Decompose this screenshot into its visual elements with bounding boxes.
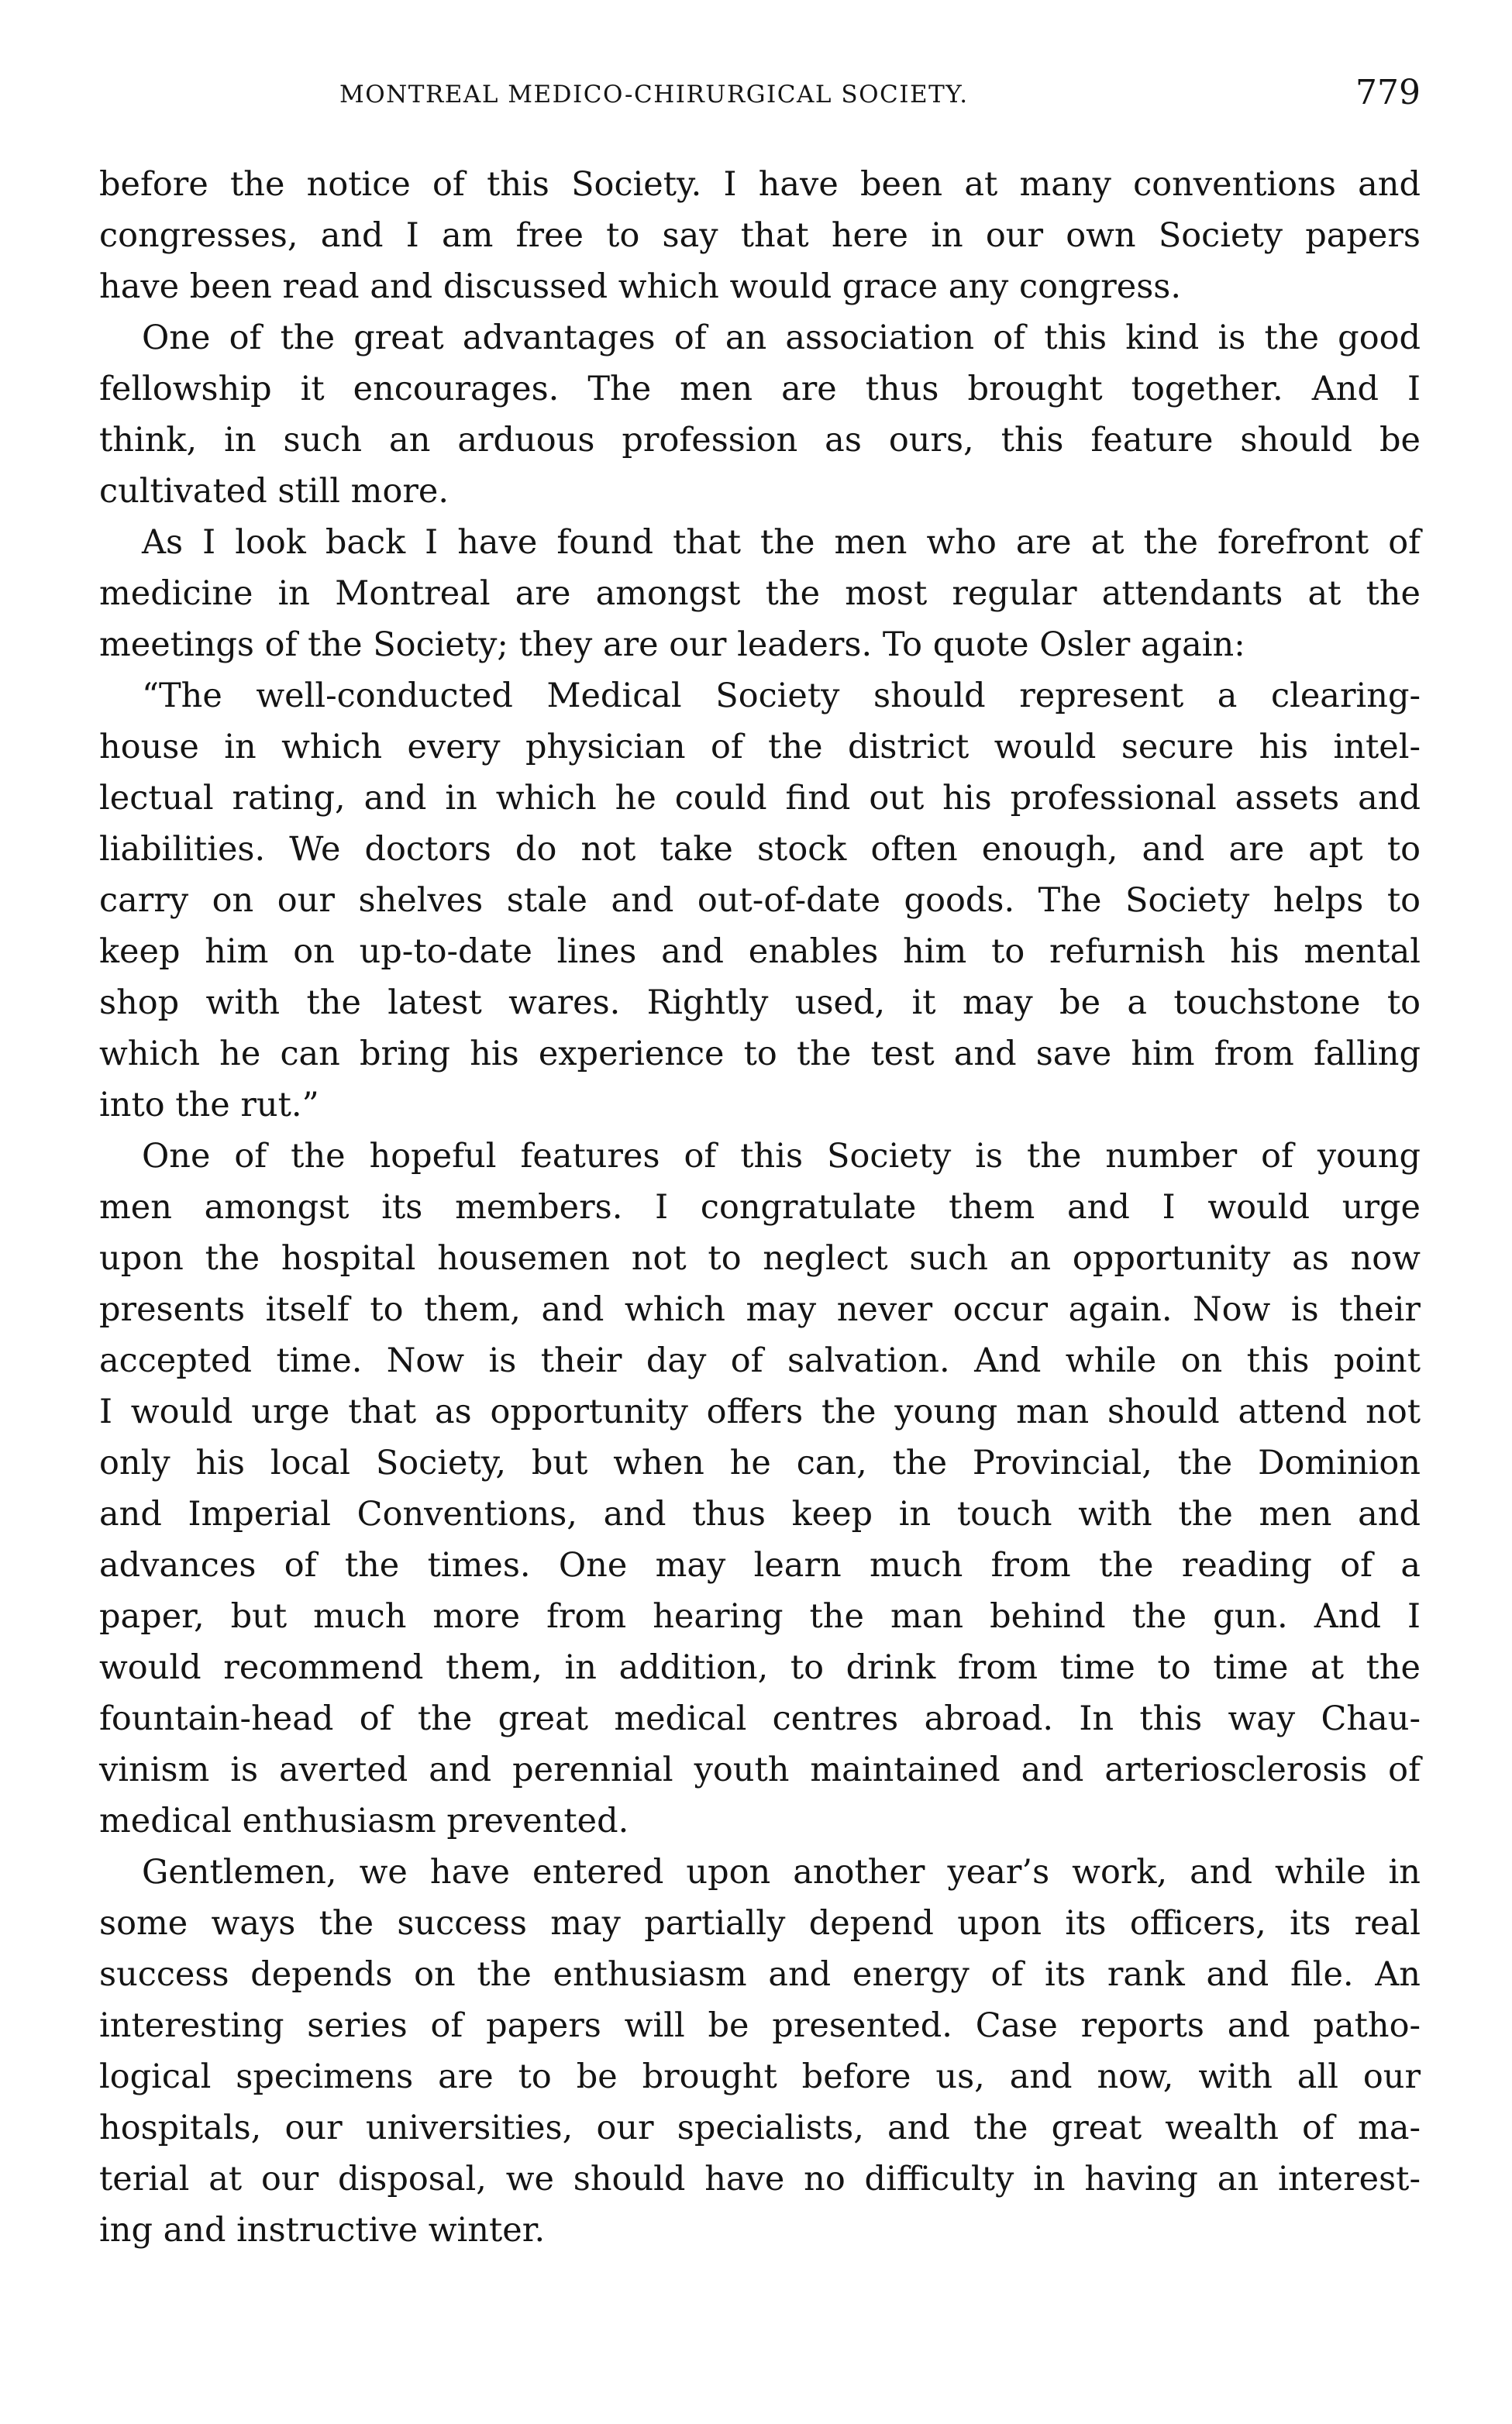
paragraph [99, 1131, 1421, 1847]
text-line: congresses, and I am free to say that here in our own Society papers [99, 216, 1421, 255]
document-page [99, 0, 1421, 2424]
text-line: hospitals, our universities, our specialists, and the great wealth of ma- [99, 2109, 1421, 2147]
text-line: As I look back I have found that the men who are at the forefront of [142, 523, 1421, 562]
text-line: I would urge that as opportunity offers the young man should attend not [99, 1393, 1421, 1431]
text-line: paper, but much more from hearing the man behind the gun. And I [99, 1597, 1421, 1636]
text-line: ing and instructive winter. [99, 2211, 546, 2250]
paragraph [99, 159, 1421, 312]
text-line: upon the hospital housemen not to neglect such an opportunity as now [99, 1239, 1421, 1278]
paragraph [99, 517, 1421, 670]
text-line: cultivated still more. [99, 472, 449, 511]
page-number: 779 [1355, 73, 1421, 112]
text-line: think, in such an arduous profession as ours, this feature should be [99, 421, 1421, 460]
text-line: meetings of the Society; they are our leaders. To quote Osler again: [99, 625, 1245, 664]
running-head [99, 71, 1421, 118]
text-line: presents itself to them, and which may never occur again. Now is their [99, 1290, 1421, 1329]
text-line: before the notice of this Society. I have been at many conventions and [99, 165, 1421, 204]
text-line: “The well-conducted Medical Society should represent a clearing- [142, 677, 1421, 715]
body-text [99, 159, 1421, 2256]
text-line: fellowship it encourages. The men are thus brought together. And I [99, 370, 1421, 408]
paragraph [99, 670, 1421, 1131]
text-line: shop with the latest wares. Rightly used, it may be a touchstone to [99, 983, 1421, 1022]
text-line: medicine in Montreal are amongst the most regular attendants at the [99, 574, 1421, 613]
text-line: keep him on up-to-date lines and enables him to refurnish his mental [99, 932, 1421, 971]
text-line: carry on our shelves stale and out-of-date goods. The Society helps to [99, 881, 1421, 920]
text-line: advances of the times. One may learn much from the reading of a [99, 1546, 1421, 1585]
text-line: some ways the success may partially depend upon its officers, its real [99, 1904, 1421, 1943]
text-line: terial at our disposal, we should have no difficulty in having an interest- [99, 2160, 1421, 2198]
text-line: have been read and discussed which would grace any congress. [99, 267, 1182, 306]
text-line: only his local Society, but when he can, the Provincial, the Dominion [99, 1444, 1421, 1482]
running-title: MONTREAL MEDICO-CHIRURGICAL SOCIETY. [339, 81, 969, 108]
text-line: accepted time. Now is their day of salvation. And while on this point [99, 1341, 1421, 1380]
paragraph [99, 312, 1421, 517]
text-line: One of the hopeful features of this Society is the number of young [142, 1137, 1421, 1176]
paragraph [99, 1847, 1421, 2256]
text-line: and Imperial Conventions, and thus keep in touch with the men and [99, 1495, 1421, 1534]
text-line: vinism is averted and perennial youth maintained and arteriosclerosis of [99, 1751, 1421, 1789]
text-line: liabilities. We doctors do not take stock often enough, and are apt to [99, 830, 1421, 869]
text-line: which he can bring his experience to the test and save him from falling [99, 1035, 1421, 1073]
text-line: lectual rating, and in which he could find out his professional assets and [99, 779, 1421, 818]
text-line: house in which every physician of the district would secure his intel- [99, 728, 1421, 766]
text-line: would recommend them, in addition, to drink from time to time at the [99, 1648, 1421, 1687]
text-line: fountain-head of the great medical centres abroad. In this way Chau- [99, 1699, 1421, 1738]
text-line: men amongst its members. I congratulate them and I would urge [99, 1188, 1421, 1227]
text-line: interesting series of papers will be presented. Case reports and patho- [99, 2006, 1421, 2045]
text-line: into the rut.” [99, 1086, 319, 1124]
text-line: logical specimens are to be brought before us, and now, with all our [99, 2057, 1421, 2096]
text-line: Gentlemen, we have entered upon another year’s work, and while in [142, 1853, 1421, 1892]
text-line: success depends on the enthusiasm and energy of its rank and file. An [99, 1955, 1421, 1994]
text-line: medical enthusiasm prevented. [99, 1802, 629, 1840]
text-line: One of the great advantages of an association of this kind is the good [142, 318, 1421, 357]
